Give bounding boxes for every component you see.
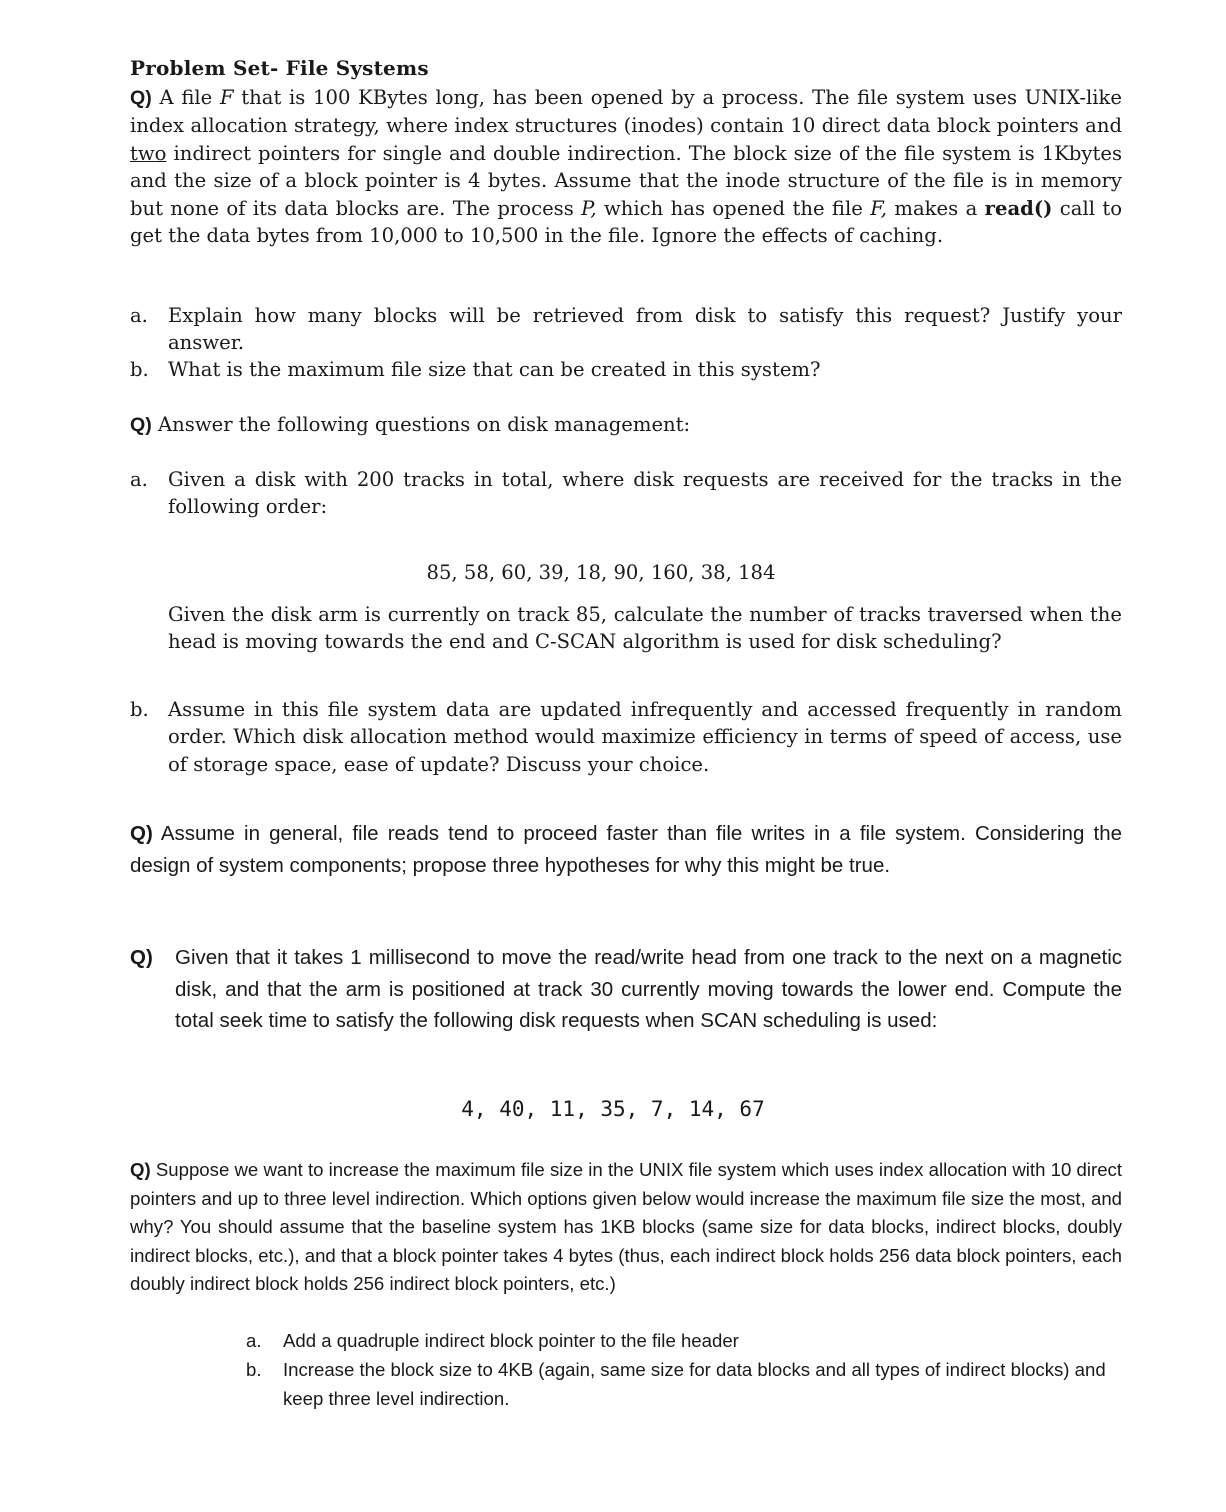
item-text: Explain how many blocks will be retrieved from disk to satisfy this request? Justify your answer. (168, 304, 1122, 355)
q1-text-part: that is 100 KBytes long, has been opened by a process. The file system uses UNIX-like index allocation strategy, where index structures (inodes) contain 10 direct data block pointers and (130, 86, 1122, 138)
question-1-item-b (130, 356, 1122, 383)
q1-text-part: which has opened the file (604, 196, 863, 220)
question-3-text (130, 818, 1122, 881)
q3-body: Assume in general, file reads tend to proceed faster than file writes in a file system. Considering the design of system components; propose three hypotheses for why this might be true. (130, 822, 1122, 877)
q4-body: Given that it takes 1 millisecond to move the read/write head from one track to the next on a magnetic disk, and that the arm is positioned at track 30 currently moving towards the lower end. Compute the total seek time to satisfy the following disk requests when SCAN scheduling is used: (175, 946, 1122, 1032)
q1-text-part: indirect pointers for single and double indirection. The block size of the file system is 1Kbytes and the size of a block pointer is 4 bytes. Assume that the inode structure of the file is in memory but none of its data blocks are. The process (130, 141, 1122, 220)
question-2-item-a-followup (130, 601, 1122, 656)
question-4-label: Q) (130, 946, 153, 969)
q1-text-part: call to get the data bytes from 10,000 to 10,500 in the file. Ignore the effects of caching. (130, 196, 1123, 248)
question-1-text (130, 84, 1122, 249)
document-title: Problem Set- File Systems (130, 56, 429, 80)
item-marker: a. (246, 1330, 262, 1351)
question-2-intro (130, 411, 1122, 439)
question-5-option-b (246, 1356, 1122, 1413)
question-1-item-a (130, 302, 1122, 357)
disk-request-sequence-2: 4, 40, 11, 35, 7, 14, 67 (461, 1097, 765, 1121)
question-2-text: Answer the following questions on disk management: (158, 413, 691, 436)
question-3-label: Q) (130, 822, 153, 845)
question-2-item-a (130, 466, 1122, 521)
q5-body: Suppose we want to increase the maximum file size in the UNIX file system which uses index allocation with 10 direct pointers and up to three level indirection. Which options given below would increase the maximum file size the most, and why? You should assume that the baseline system has 1KB blocks (same size for data blocks, indirect blocks, doubly indirect blocks, etc.), and that a block pointer takes 4 bytes (thus, each indirect block holds 256 data block pointers, each doubly indirect block holds 256 indirect block pointers, etc.) (130, 1159, 1123, 1294)
item-text: Given the disk arm is currently on track 85, calculate the number of tracks traversed when the head is moving towards the end and C-SCAN algorithm is used for disk scheduling? (168, 603, 1122, 654)
item-marker: a. (130, 468, 148, 491)
q1-var-f2: F, (870, 196, 888, 220)
item-text: Given a disk with 200 tracks in total, where disk requests are received for the tracks in the following order: (168, 468, 1122, 519)
q1-read-call: read() (984, 196, 1053, 220)
item-marker: b. (130, 358, 149, 381)
q1-underlined-two: two (130, 141, 167, 165)
item-marker: b. (130, 698, 149, 721)
question-5-option-a (246, 1327, 1122, 1356)
question-2-label: Q) (130, 414, 152, 436)
question-4-text (130, 942, 1122, 1037)
item-text: Increase the block size to 4KB (again, same size for data blocks and all types of indirect blocks) and keep three level indirection. (283, 1359, 1106, 1409)
disk-request-sequence-1: 85, 58, 60, 39, 18, 90, 160, 38, 184 (426, 561, 776, 584)
q1-var-f: F (219, 86, 234, 109)
item-text: Assume in this file system data are updated infrequently and accessed frequently in random order. Which disk allocation method would maximize efficiency in terms of speed of access, use of storage space, ease of update? Discuss your choice. (168, 698, 1122, 776)
question-5-label: Q) (130, 1159, 151, 1180)
q1-var-p: P, (581, 196, 597, 220)
item-marker: a. (130, 304, 148, 327)
item-text: Add a quadruple indirect block pointer to the file header (283, 1330, 739, 1351)
item-marker: b. (246, 1359, 262, 1380)
q1-text-part: makes a (894, 196, 978, 220)
item-text: What is the maximum file size that can be created in this system? (168, 358, 821, 381)
question-2-item-b (130, 696, 1122, 778)
question-5-text (130, 1156, 1122, 1299)
question-1-label: Q) (130, 87, 152, 109)
q1-text-part: A file (159, 86, 213, 109)
